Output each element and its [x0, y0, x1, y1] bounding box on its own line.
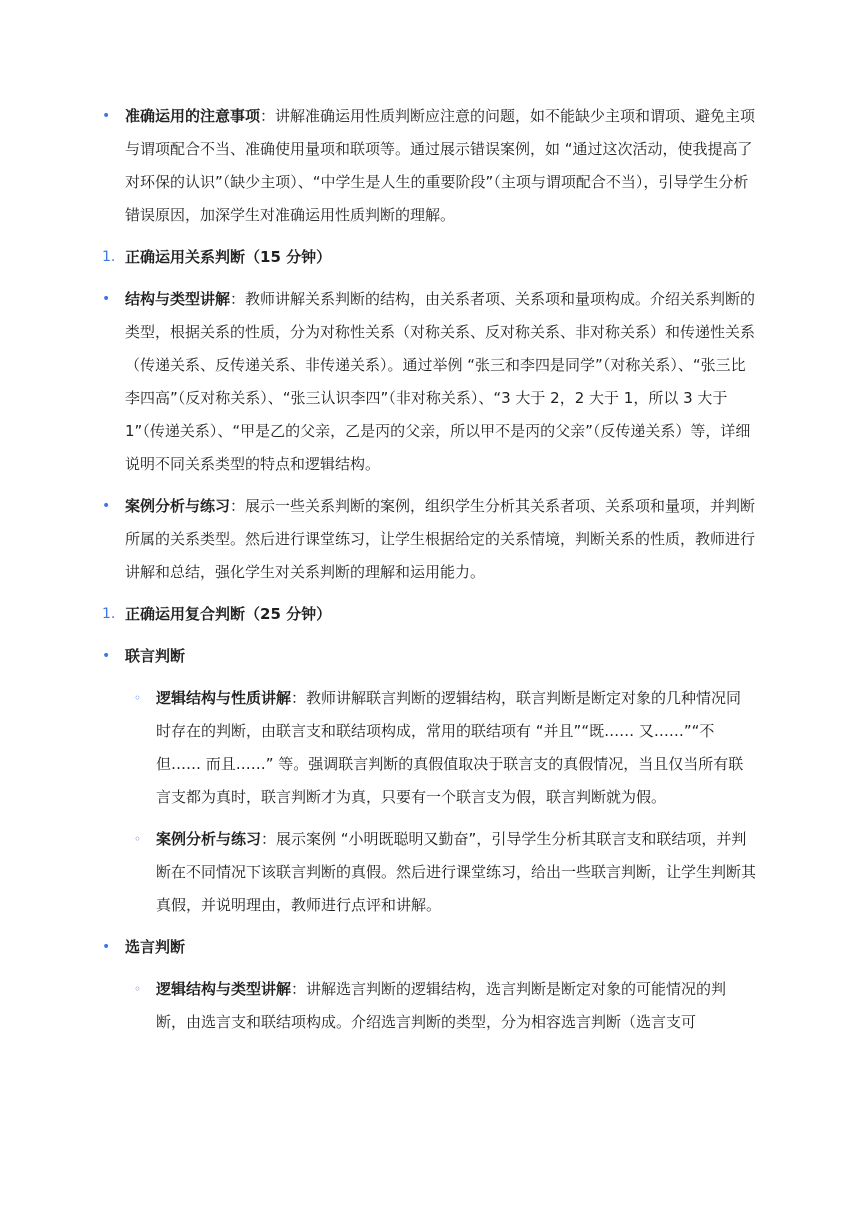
item-body: ：讲解准确运用性质判断应注意的问题，如不能缺少主项和谓项、避免主项与谓项配合不当、准确使用量项和联项等。通过展示错误案例，如 “通过这次活动，使我提高了对环保的认识”（缺少主项）、“中学生是人生的重要阶段”（主项与谓项配合不当），引导学生分析错误原因，加深学生对准确运用性质判断的理解。 — [125, 107, 756, 224]
section-heading-compound-judgment — [0, 598, 860, 631]
list-item-precise-use-notes — [0, 100, 860, 232]
number-marker: 1. — [102, 249, 116, 265]
item-body: ：展示案例 “小明既聪明又勤奋”，引导学生分析其联言支和联结项，并判断在不同情况下该联言判断的真假。然后进行课堂练习，给出一些联言判断，让学生判断其真假，并说明理由，教师进行点评和讲解。 — [156, 830, 757, 914]
sub-item-conjunctive-case — [0, 823, 860, 922]
section-heading-text: 正确运用关系判断（15 分钟） — [125, 248, 332, 266]
item-term: 逻辑结构与类型讲解 — [156, 980, 292, 998]
circle-marker: ◦ — [134, 691, 142, 705]
item-body: ：教师讲解关系判断的结构，由关系者项、关系项和量项构成。介绍关系判断的类型，根据关系的性质，分为对称性关系（对称关系、反对称关系、非对称关系）和传递性关系（传递关系、反传递关系、非传递关系）。通过举例 “张三和李四是同学”（对称关系）、“张三比李四高”（反对称关系）、“张三认识李四”（非对称关系）、“3 大于 2，2 大于 1，所以 3 大于 1”（传递关系）、“甲是乙的父亲，乙是丙的父亲，所以甲不是丙的父亲”（反传递关系）等，详细说明不同关系类型的特点和逻辑结构。 — [125, 290, 756, 473]
item-term: 逻辑结构与性质讲解 — [156, 689, 292, 707]
item-body: ：展示一些关系判断的案例，组织学生分析其关系者项、关系项和量项，并判断所属的关系类型。然后进行课堂练习，让学生根据给定的关系情境，判断关系的性质，教师进行讲解和总结，强化学生对关系判断的理解和运用能力。 — [125, 497, 756, 581]
list-item-structure-types — [0, 283, 860, 481]
item-term: 案例分析与练习 — [125, 497, 231, 515]
bullet-marker: • — [102, 648, 111, 664]
subsection-heading-text: 联言判断 — [125, 647, 186, 665]
section-heading-relation-judgment — [0, 241, 860, 274]
item-body: ：讲解选言判断的逻辑结构，选言判断是断定对象的可能情况的判断，由选言支和联结项构成。介绍选言判断的类型，分为相容选言判断（选言支可 — [156, 980, 727, 1031]
list-item-disjunctive-judgment — [0, 931, 860, 964]
bullet-marker: • — [102, 291, 111, 307]
item-term: 案例分析与练习 — [156, 830, 262, 848]
item-term: 结构与类型讲解 — [125, 290, 231, 308]
bullet-marker: • — [102, 498, 111, 514]
number-marker: 1. — [102, 606, 116, 622]
sub-item-conjunctive-structure — [0, 682, 860, 814]
sub-item-disjunctive-structure — [0, 973, 860, 1039]
bullet-marker: • — [102, 939, 111, 955]
bullet-marker: • — [102, 108, 111, 124]
item-term: 准确运用的注意事项 — [125, 107, 261, 125]
list-item-conjunctive-judgment — [0, 640, 860, 673]
list-item-case-analysis-relation — [0, 490, 860, 589]
subsection-heading-text: 选言判断 — [125, 938, 186, 956]
section-heading-text: 正确运用复合判断（25 分钟） — [125, 605, 332, 623]
circle-marker: ◦ — [134, 982, 142, 996]
circle-marker: ◦ — [134, 832, 142, 846]
item-body: ：教师讲解联言判断的逻辑结构，联言判断是断定对象的几种情况同时存在的判断，由联言支和联结项构成，常用的联结项有 “并且”“既…… 又……”“不但…… 而且……” 等。强调联言判断的真假值取决于联言支的真假情况，当且仅当所有联言支都为真时，联言判断才为真，只要有一个联言支为假，联言判断就为假。 — [156, 689, 744, 806]
